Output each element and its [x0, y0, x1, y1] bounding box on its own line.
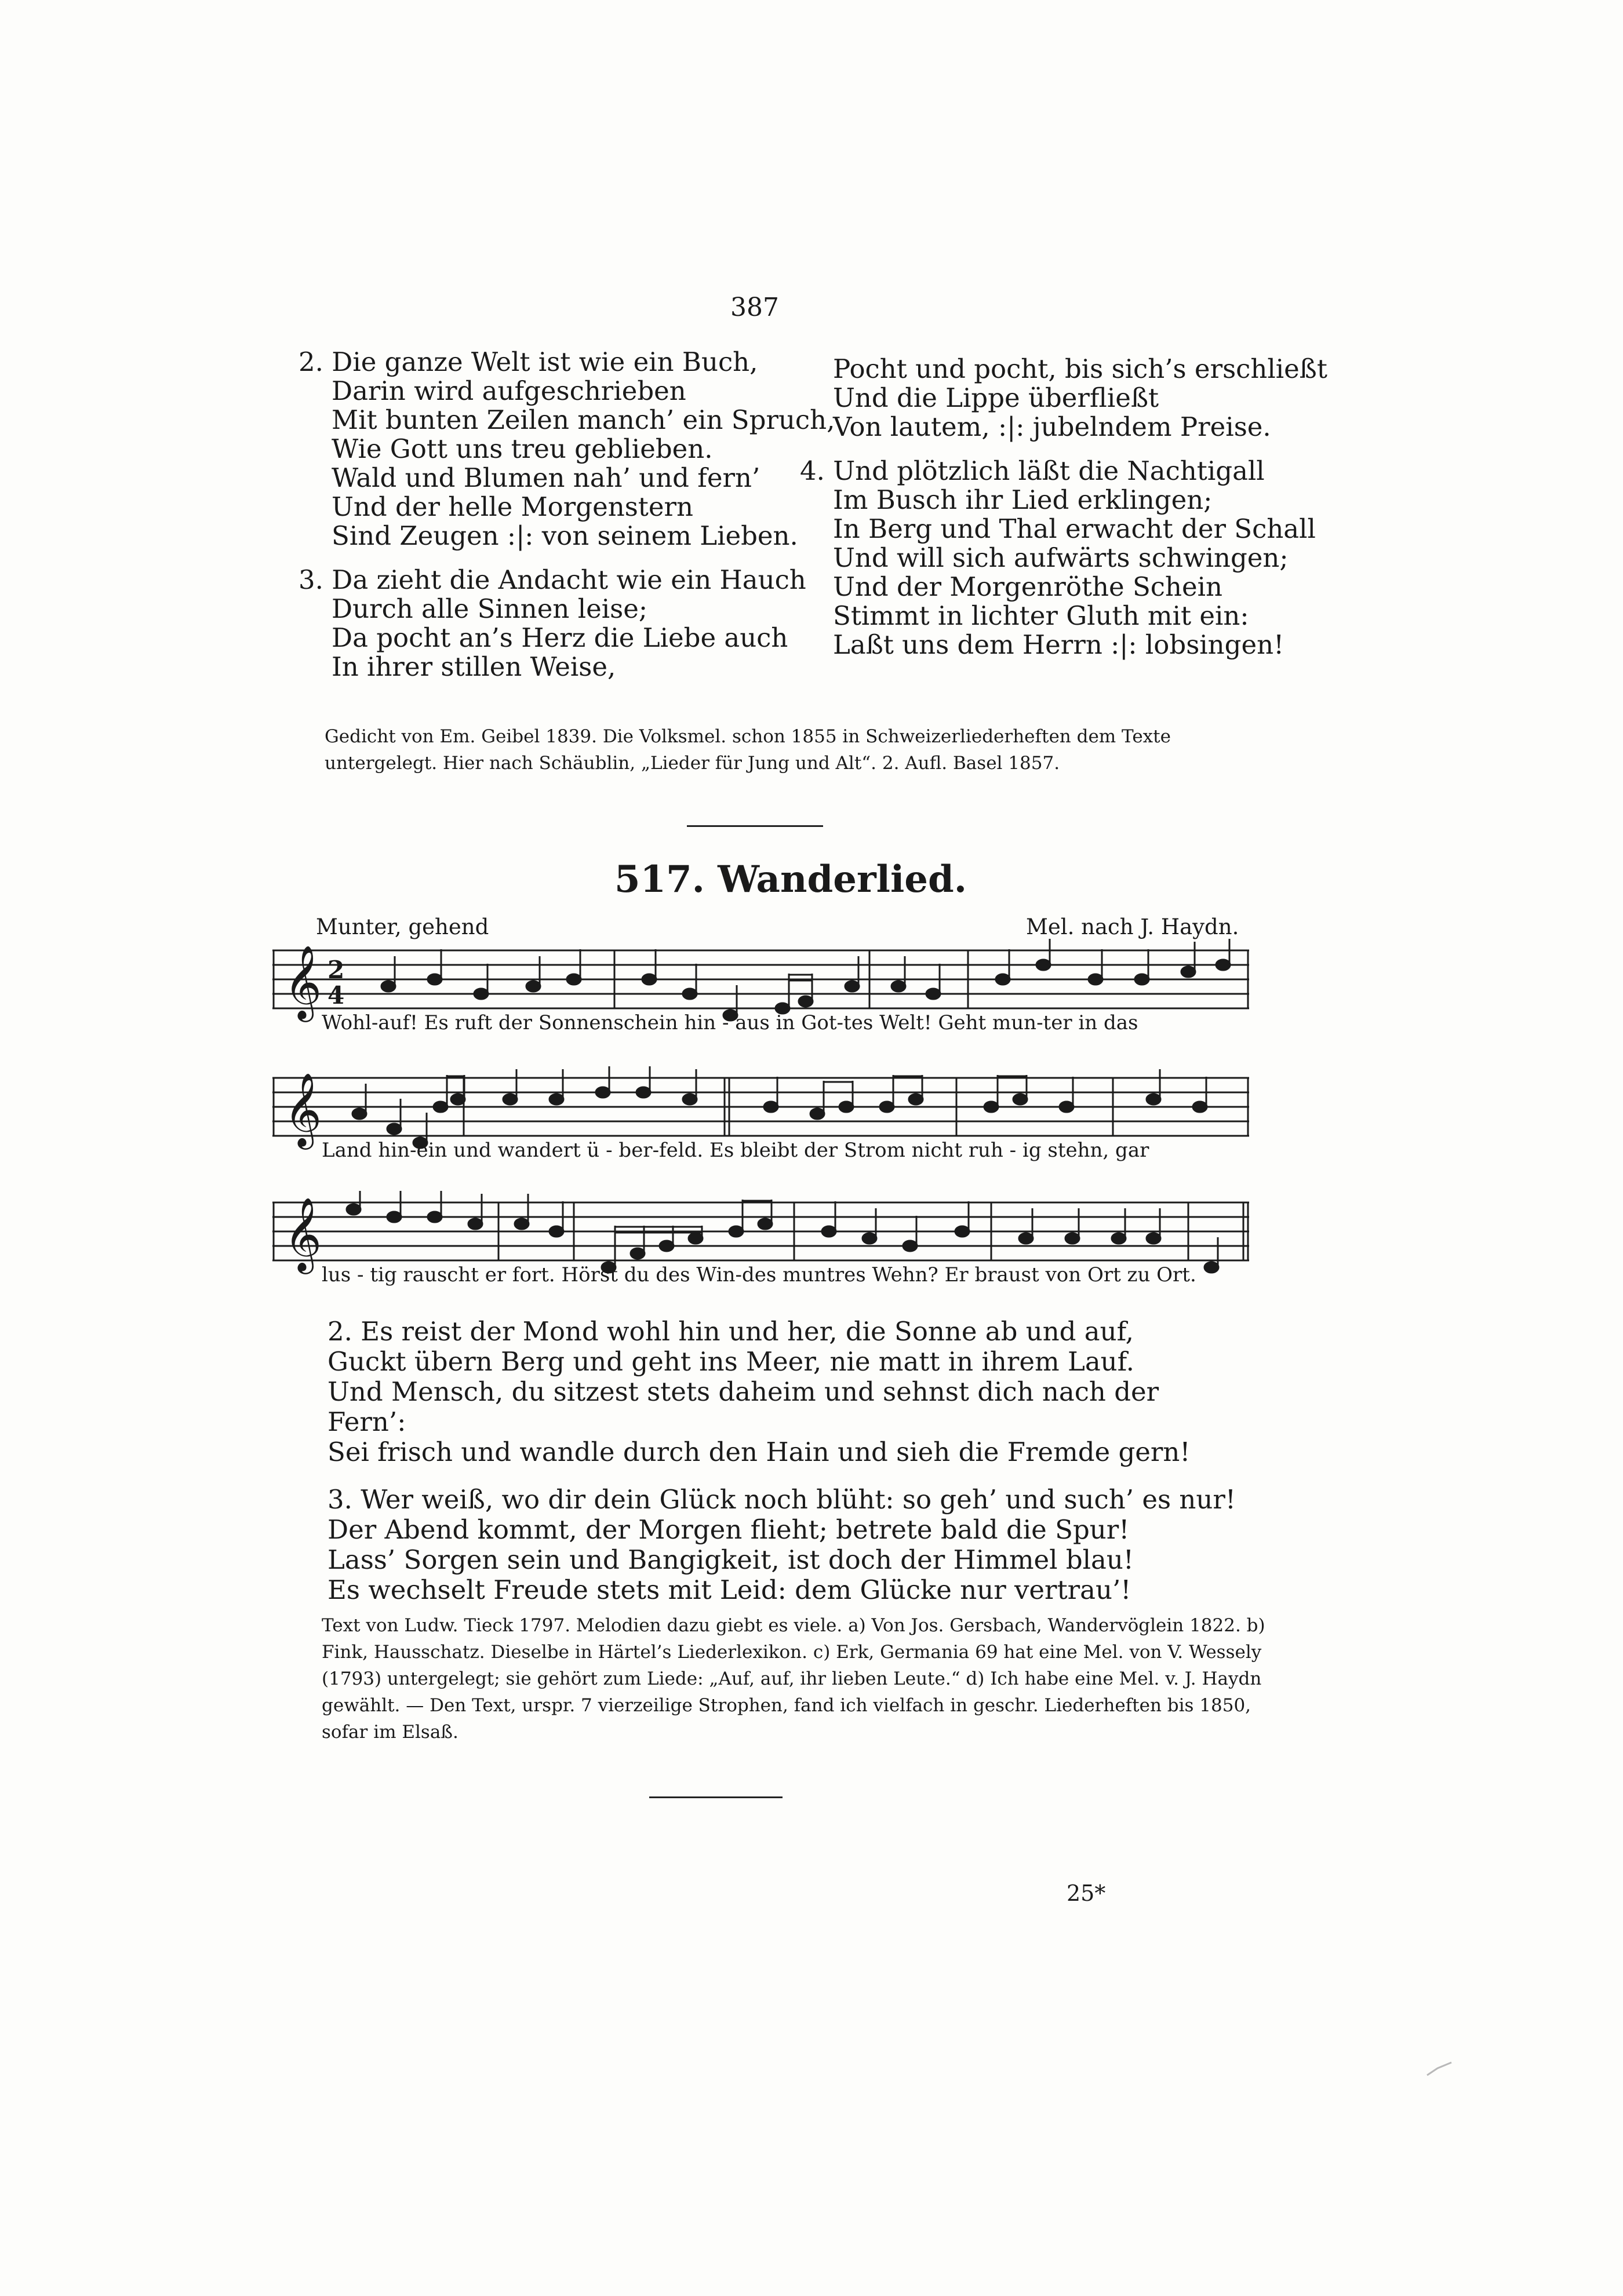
section-divider — [687, 825, 823, 827]
svg-text:2: 2 — [327, 956, 345, 984]
verse-line: Und will sich aufwärts schwingen; — [833, 542, 1289, 573]
verse-line: In ihrer stillen Weise, — [332, 651, 616, 682]
lyrics-line-2: Land hin-ein und wandert ü - ber-feld. Es bleibt der Strom nicht ruh - ig stehn, gar — [322, 1139, 1149, 1162]
verse-line: Und der Morgenröthe Schein — [833, 571, 1222, 602]
verse-line: Wald und Blumen nah’ und fern’ — [332, 462, 760, 493]
song-source-note: Text von Ludw. Tieck 1797. Melodien dazu giebt es viele. a) Von Jos. Gersbach, Wandervöglein 1822. b) Fink, Hausschatz. Dieselbe in Härtel’s Liederlexikon. c) Erk, Germania 69 hat eine Mel. von V. Wessely (1793) untergelegt; sie gehört zum Liede: „Auf, auf, ihr lieben Leute.“ d) Ich habe eine Mel. v. J. Haydn gewählt. — Den Text, urspr. 7 vierzeilige Strophen, fand ich vielfach in geschr. Liederheften bis 1850, sofar im Elsaß. — [322, 1615, 1265, 1743]
verse-line: Sei frisch und wandle durch den Hain und sieh die Fremde gern! — [327, 1437, 1191, 1467]
verse-line: In Berg und Thal erwacht der Schall — [833, 513, 1316, 544]
poem-source-note: Gedicht von Em. Geibel 1839. Die Volksmel. schon 1855 in Schweizerliederheften dem Texte untergelegt. Hier nach Schäublin, „Lieder für Jung und Alt“. 2. Aufl. Basel 1857. — [325, 726, 1171, 774]
verse-line: 3. Da zieht die Andacht wie ein Hauch — [299, 564, 806, 595]
paper-smudge — [1426, 2060, 1455, 2078]
verse-line: Stimmt in lichter Gluth mit ein: — [833, 600, 1249, 631]
verse-line: Mit bunten Zeilen manch’ ein Spruch, — [332, 404, 835, 435]
song-stanzas — [327, 1317, 1243, 1623]
lyrics-line-3: lus - tig rauscht er fort. Hörst du des Win-des muntres Wehn? Er braust von Ort zu Ort. — [322, 1263, 1196, 1287]
stanza-2 — [299, 347, 835, 551]
verse-line: Und der helle Morgenstern — [332, 491, 694, 522]
verse-line: Lass’ Sorgen sein und Bangigkeit, ist doch der Himmel blau! — [327, 1544, 1134, 1575]
verse-line: Und die Lippe überfließt — [833, 382, 1159, 413]
svg-text:𝄞: 𝄞 — [284, 1072, 322, 1146]
song-stanza-2 — [327, 1317, 1243, 1467]
svg-text:4: 4 — [327, 981, 345, 1009]
lyrics-line-1: Wohl-auf! Es ruft der Sonnenschein hin - aus in Got-tes Welt! Geht mun-ter in das — [322, 1011, 1138, 1034]
stanza-3-continued — [800, 353, 1327, 442]
verse-line: 2. Die ganze Welt ist wie ein Buch, — [299, 347, 758, 377]
verse-line: Laßt uns dem Herrn :|: lobsingen! — [833, 629, 1284, 660]
stanza-3 — [299, 564, 806, 682]
section-divider — [649, 1796, 783, 1798]
verse-line: Pocht und pocht, bis sich’s erschließt — [833, 353, 1327, 384]
svg-text:𝄞: 𝄞 — [284, 945, 322, 1019]
svg-text:𝄞: 𝄞 — [284, 1197, 322, 1271]
song-title: 517. Wanderlied. — [614, 858, 967, 901]
verse-line: 2. Es reist der Mond wohl hin und her, die Sonne ab und auf, — [327, 1316, 1134, 1347]
verse-line: Durch alle Sinnen leise; — [332, 593, 648, 624]
verse-line: Von lautem, :|: jubelndem Preise. — [833, 411, 1271, 442]
tempo-marking: Munter, gehend — [316, 914, 489, 939]
poem-right-column — [800, 353, 1327, 675]
verse-line: 3. Wer weiß, wo dir dein Glück noch blüht: so geh’ und such’ es nur! — [327, 1484, 1236, 1515]
verse-line: Der Abend kommt, der Morgen flieht; betrete bald die Spur! — [327, 1514, 1130, 1545]
song-stanza-3 — [327, 1485, 1243, 1605]
verse-line: Und Mensch, du sitzest stets daheim und sehnst dich nach der Fern’: — [327, 1376, 1159, 1437]
melody-attribution: Mel. nach J. Haydn. — [1026, 914, 1239, 939]
verse-line: Wie Gott uns treu geblieben. — [332, 433, 713, 464]
stanza-4 — [800, 455, 1316, 660]
verse-line: Darin wird aufgeschrieben — [332, 376, 686, 406]
verse-line: Guckt übern Berg und geht ins Meer, nie matt in ihrem Lauf. — [327, 1346, 1134, 1377]
verse-line: Sind Zeugen :|: von seinem Lieben. — [332, 520, 798, 551]
verse-line: 4. Und plötzlich läßt die Nachtigall — [800, 455, 1265, 486]
signature-mark: 25* — [1067, 1880, 1106, 1906]
verse-line: Im Busch ihr Lied erklingen; — [833, 484, 1213, 515]
page-number: 387 — [730, 293, 779, 322]
poem-left-column — [299, 347, 835, 697]
verse-line: Da pocht an’s Herz die Liebe auch — [332, 622, 788, 653]
verse-line: Es wechselt Freude stets mit Leid: dem Glücke nur vertrau’! — [327, 1575, 1131, 1605]
